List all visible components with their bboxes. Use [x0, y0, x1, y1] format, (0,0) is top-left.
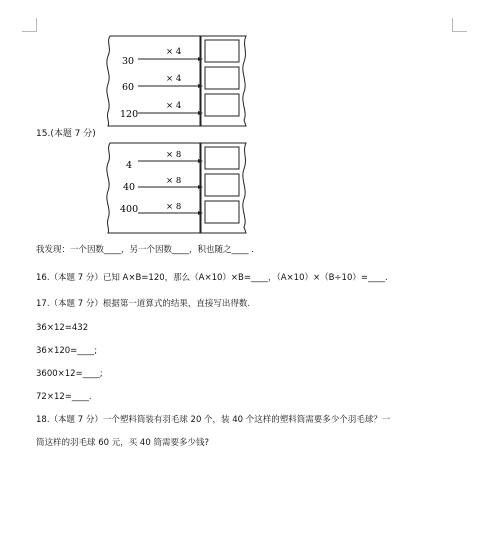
diagram2-input-2: 40: [123, 182, 136, 193]
diagram2-input-1: 4: [126, 160, 133, 171]
diagram1-operation-2: × 4: [166, 74, 182, 84]
diagram1-input-1: 30: [122, 56, 135, 67]
multiplication-machine-diagram-2: [100, 141, 250, 235]
diagram2-operation-3: × 8: [166, 202, 182, 212]
multiplication-machine-diagram-1: [100, 34, 250, 128]
question-16: 16.（本题 7 分）已知 A×B=120，那么（A×10）×B=____，（A×10）×（B÷10）=____.: [36, 273, 388, 283]
diagram2-operation-2: × 8: [166, 176, 182, 186]
diagram1-input-2: 60: [122, 82, 135, 93]
diagram1-input-3: 120: [120, 109, 139, 120]
question-17-heading: 17.（本题 7 分）根据第一道算式的结果，直接写出得数.: [36, 299, 251, 309]
question-15-heading: 15.(本题 7 分): [36, 129, 96, 139]
equation-blank-3: 72×12=____.: [36, 392, 92, 402]
question-18-line-2: 筒这样的羽毛球 60 元，买 40 筒需要多少钱?: [36, 438, 209, 448]
diagram2-operation-1: × 8: [166, 150, 182, 160]
equation-blank-1: 36×120=____;: [36, 346, 98, 356]
diagram2-input-3: 400: [120, 204, 139, 215]
equation-given: 36×12=432: [36, 323, 89, 333]
equation-blank-2: 3600×12=____;: [36, 369, 103, 379]
diagram1-operation-3: × 4: [166, 101, 182, 111]
discovery-sentence: 我发现：一个因数____，另一个因数____，积也随之____ .: [36, 245, 254, 255]
diagram1-operation-1: × 4: [166, 47, 182, 57]
question-18-line-1: 18.（本题 7 分）一个塑料筒装有羽毛球 20 个，装 40 个这样的塑料筒需要多少个羽毛球？一: [36, 415, 391, 425]
